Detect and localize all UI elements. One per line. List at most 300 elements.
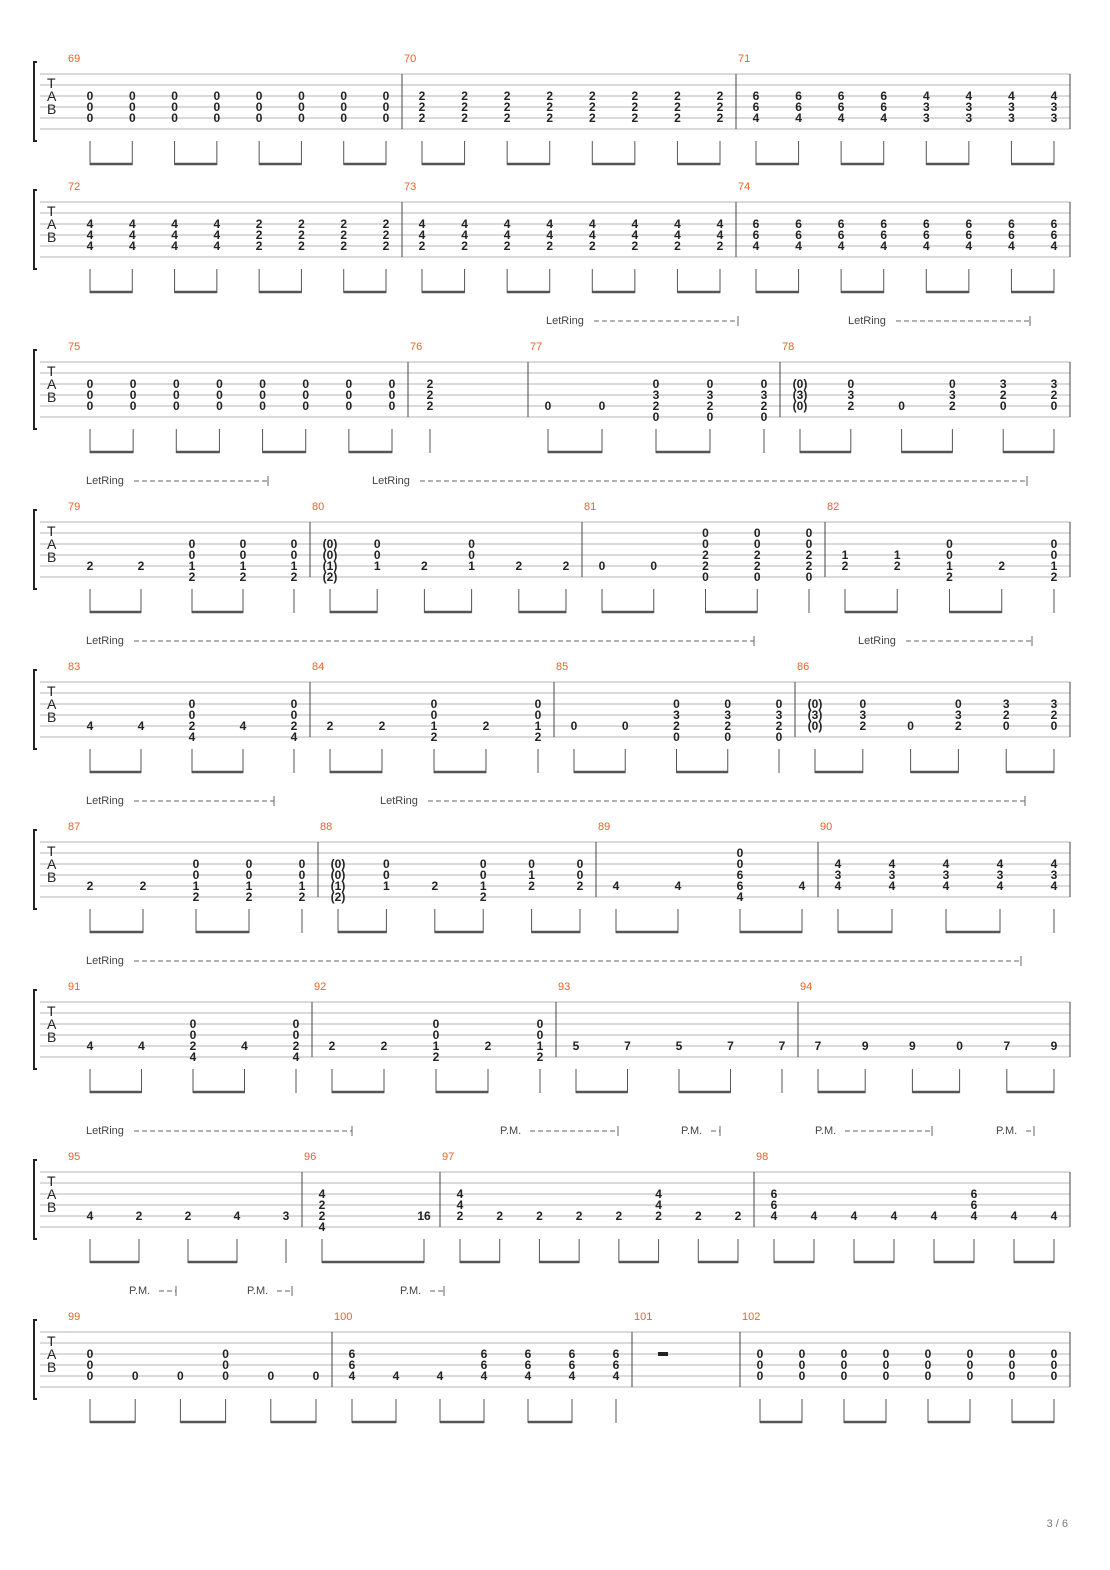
measure-number: 102 [742, 1311, 761, 1323]
fret-number: 0 [86, 89, 94, 103]
system-bracket [34, 510, 37, 589]
fret-number: 6 [612, 1347, 620, 1361]
tab-clef-letter: T [47, 1173, 56, 1189]
fret-number: 0 [128, 100, 136, 114]
note-event [222, 1347, 229, 1423]
fret-number: 2 [1050, 388, 1058, 402]
fret-number: 1 [1050, 559, 1058, 573]
measure-number: 84 [312, 661, 325, 673]
fret-number: 0 [222, 1369, 229, 1383]
tab-clef-letter: T [47, 683, 56, 699]
note-event [956, 1039, 963, 1093]
fret-number: 2 [378, 719, 386, 733]
fret-number: 6 [837, 217, 845, 231]
let-ring-marking [372, 475, 1027, 487]
note-event [1051, 1039, 1058, 1093]
fret-number: 4 [1050, 239, 1058, 253]
fret-number: 2 [1002, 708, 1010, 722]
fret-number: 0 [216, 377, 223, 391]
note-event [966, 89, 973, 165]
fret-number: (3) [807, 708, 823, 722]
note-event [331, 857, 346, 933]
fret-number: (2) [330, 890, 346, 904]
fret-number: 2 [255, 239, 263, 253]
fret-number: 0 [290, 548, 298, 562]
fret-number: 16 [417, 1209, 431, 1223]
fret-number: 0 [1050, 537, 1058, 551]
note-event [1051, 217, 1058, 293]
annotation-label: P.M. [500, 1125, 522, 1137]
note-event [293, 1017, 300, 1093]
fret-number: 4 [930, 1209, 938, 1223]
fret-number: 3 [1008, 100, 1015, 114]
fret-number: 3 [724, 708, 732, 722]
fret-number: 2 [536, 1209, 543, 1223]
fret-number: 6 [1050, 228, 1058, 242]
note-event [998, 559, 1005, 613]
fret-number: 0 [907, 719, 914, 733]
annotation-label: LetRing [848, 315, 886, 327]
fret-number: 3 [673, 708, 680, 722]
annotation-label: P.M. [247, 1285, 269, 1297]
fret-number: 1 [536, 1039, 544, 1053]
fret-number: 1 [534, 719, 542, 733]
palm-mute-marking [815, 1125, 932, 1137]
note-event [1008, 217, 1015, 293]
annotation-label: P.M. [400, 1285, 422, 1297]
fret-number: 0 [736, 846, 744, 860]
fret-number: 7 [814, 1039, 822, 1053]
fret-number: 4 [318, 1220, 326, 1234]
fret-number: 0 [290, 537, 298, 551]
fret-number: 0 [188, 548, 196, 562]
note-event [717, 217, 724, 293]
fret-number: 2 [893, 559, 901, 573]
fret-number: 6 [880, 100, 888, 114]
note-event [457, 1187, 464, 1263]
fret-number: 4 [996, 879, 1004, 893]
fret-number: 0 [292, 1028, 300, 1042]
fret-number: 6 [770, 1198, 778, 1212]
fret-number: 2 [753, 548, 761, 562]
note-event [589, 89, 596, 165]
fret-number: 1 [383, 879, 390, 893]
fret-number: 4 [888, 879, 896, 893]
system-bracket [34, 990, 37, 1069]
tab-clef-letter: A [47, 1186, 57, 1202]
fret-number: 4 [171, 217, 178, 231]
note-event [571, 719, 578, 773]
note-event [496, 1209, 503, 1263]
note-event [480, 857, 487, 933]
note-event [389, 377, 396, 453]
fret-number: 3 [996, 868, 1004, 882]
fret-number: 3 [834, 868, 842, 882]
note-event [319, 1187, 326, 1263]
note-event [461, 89, 468, 165]
fret-number: 0 [805, 526, 813, 540]
measure-number: 79 [68, 501, 81, 513]
fret-number: 0 [388, 399, 396, 413]
note-event [323, 537, 338, 613]
fret-number: 5 [675, 1039, 683, 1053]
tab-clef-letter: T [47, 1003, 56, 1019]
note-event [889, 857, 896, 933]
fret-number: 2 [318, 1198, 326, 1212]
note-event [943, 857, 950, 933]
tab-system [34, 795, 1070, 933]
tab-clef-letter: A [47, 88, 57, 104]
measure-number: 90 [820, 821, 833, 833]
note-event [87, 1347, 94, 1423]
fret-number: 2 [298, 890, 306, 904]
note-event [971, 1187, 978, 1263]
fret-number: 4 [86, 1039, 94, 1053]
fret-number: 1 [188, 559, 196, 573]
fret-number: 2 [431, 879, 439, 893]
fret-number: 0 [946, 548, 953, 562]
fret-number: 0 [882, 1369, 890, 1383]
fret-number: 6 [1008, 228, 1015, 242]
fret-number: 0 [479, 868, 487, 882]
tab-system [34, 635, 1070, 773]
note-event [838, 89, 845, 165]
note-event [909, 1039, 916, 1093]
note-event [417, 1209, 431, 1263]
fret-number: 0 [966, 1369, 974, 1383]
fret-number: 6 [795, 228, 802, 242]
fret-number: 0 [382, 89, 390, 103]
fret-number: 4 [674, 228, 681, 242]
measure-number: 101 [634, 1311, 653, 1323]
note-event [525, 1347, 532, 1423]
fret-number: 0 [650, 559, 658, 573]
fret-number: 2 [432, 1050, 440, 1064]
fret-number: 2 [290, 719, 298, 733]
annotation-label: LetRing [380, 795, 418, 807]
fret-number: 4 [965, 239, 973, 253]
fret-number: 2 [139, 879, 147, 893]
fret-number: 4 [942, 857, 950, 871]
fret-number: (0) [322, 548, 338, 562]
note-event [799, 879, 806, 933]
note-event [421, 559, 428, 613]
fret-number: 0 [222, 1358, 229, 1372]
fret-number: 3 [955, 708, 962, 722]
measure-number: 73 [404, 181, 417, 193]
tab-clef-letter: B [47, 389, 57, 405]
note-event [298, 217, 305, 293]
fret-number: 0 [882, 1358, 890, 1372]
fret-number: 9 [909, 1039, 916, 1053]
fret-number: 0 [753, 526, 761, 540]
fret-number: 3 [847, 388, 855, 402]
let-ring-marking [86, 635, 754, 647]
measure-number: 89 [598, 821, 611, 833]
note-event [138, 559, 145, 613]
rest-mark [658, 1352, 668, 1356]
fret-number: 1 [468, 559, 475, 573]
note-event [140, 879, 147, 933]
note-event [674, 89, 681, 165]
fret-number: 0 [171, 111, 178, 125]
fret-number: 2 [503, 239, 511, 253]
note-event [1051, 857, 1058, 933]
fret-number: 2 [1050, 708, 1058, 722]
note-event [171, 89, 178, 165]
fret-number: 2 [86, 559, 94, 573]
fret-number: 0 [213, 111, 221, 125]
tab-clef-letter: A [47, 1346, 57, 1362]
measure-number: 92 [314, 981, 327, 993]
note-event [1051, 89, 1058, 165]
note-event [923, 217, 930, 293]
fret-number: 6 [970, 1187, 978, 1201]
fret-number: 6 [348, 1358, 356, 1372]
fret-number: 0 [724, 697, 732, 711]
system-bracket [34, 62, 37, 141]
note-event [545, 399, 552, 453]
fret-number: 0 [798, 1369, 806, 1383]
palm-mute-marking [247, 1285, 292, 1297]
fret-number: 4 [392, 1369, 400, 1383]
fret-number: 0 [171, 89, 178, 103]
note-event [537, 1017, 544, 1093]
fret-number: (1) [322, 559, 338, 573]
fret-number: 2 [674, 100, 681, 114]
note-event [481, 1347, 488, 1423]
fret-number: 0 [216, 399, 223, 413]
fret-number: 0 [736, 857, 744, 871]
fret-number: 4 [241, 1039, 248, 1053]
note-event [1051, 537, 1058, 613]
note-event [589, 217, 596, 293]
note-event [753, 217, 760, 293]
fret-number: 4 [290, 730, 298, 744]
fret-number: 0 [1050, 399, 1058, 413]
measure-number: 69 [68, 53, 81, 65]
fret-number: 6 [770, 1187, 778, 1201]
fret-number: 0 [86, 377, 94, 391]
fret-number: 0 [255, 100, 263, 114]
fret-number: 1 [430, 719, 438, 733]
fret-number: 0 [430, 697, 438, 711]
note-event [923, 89, 930, 165]
fret-number: 2 [418, 100, 426, 114]
measure-number: 91 [68, 981, 81, 993]
palm-mute-marking [400, 1285, 444, 1297]
fret-number: 2 [290, 570, 298, 584]
fret-number: 0 [245, 868, 253, 882]
fret-number: 4 [213, 239, 221, 253]
fret-number: 0 [882, 1347, 890, 1361]
fret-number: 2 [546, 100, 554, 114]
fret-number: 1 [432, 1039, 440, 1053]
fret-number: 3 [1050, 697, 1058, 711]
fret-number: 0 [345, 388, 353, 402]
note-event [129, 217, 136, 293]
fret-number: 0 [598, 559, 606, 573]
note-event [189, 697, 196, 773]
fret-number: 0 [86, 399, 94, 413]
fret-number: (3) [792, 388, 808, 402]
note-event [907, 719, 914, 773]
tab-system [34, 181, 1070, 293]
fret-number: 4 [716, 228, 724, 242]
fret-number: 0 [576, 857, 584, 871]
fret-number: 4 [880, 239, 888, 253]
note-event [655, 1187, 662, 1263]
fret-number: 0 [673, 730, 680, 744]
note-event [613, 1347, 620, 1423]
fret-number: 4 [86, 228, 94, 242]
note-event [298, 89, 305, 165]
fret-number: 1 [893, 548, 901, 562]
fret-number: 4 [795, 239, 802, 253]
fret-number: 6 [524, 1347, 532, 1361]
fret-number: 2 [1050, 570, 1058, 584]
note-event [483, 719, 490, 773]
measure-number: 93 [558, 981, 571, 993]
fret-number: 2 [426, 399, 434, 413]
fret-number: 0 [298, 111, 305, 125]
note-event [515, 559, 522, 613]
note-event [573, 1039, 580, 1093]
fret-number: 0 [706, 410, 714, 424]
fret-number: 4 [233, 1209, 241, 1223]
note-event [795, 217, 802, 293]
note-event [883, 1347, 890, 1423]
tab-clef-letter: B [47, 1199, 57, 1215]
fret-number: 6 [837, 100, 845, 114]
fret-number: 2 [631, 89, 639, 103]
annotation-label: LetRing [86, 635, 124, 647]
fret-number: 2 [503, 89, 511, 103]
fret-number: 0 [753, 570, 761, 584]
measure-number: 88 [320, 821, 333, 833]
fret-number: 0 [840, 1369, 848, 1383]
let-ring-marking [86, 1125, 352, 1137]
note-event [379, 719, 386, 773]
note-event [393, 1369, 400, 1423]
fret-number: 2 [484, 1039, 492, 1053]
measure-number: 94 [800, 981, 813, 993]
fret-number: 2 [418, 111, 426, 125]
fret-number: 2 [999, 388, 1007, 402]
tab-system [34, 315, 1070, 453]
fret-number: 2 [188, 570, 196, 584]
note-event [241, 1039, 248, 1093]
fret-number: 0 [1008, 1369, 1016, 1383]
fret-number: 2 [255, 217, 263, 231]
fret-number: 3 [949, 388, 956, 402]
fret-number: 4 [524, 1369, 532, 1383]
fret-number: 4 [138, 1039, 145, 1053]
note-event [193, 857, 200, 933]
fret-number: 0 [131, 1369, 139, 1383]
fret-number: 4 [189, 1050, 197, 1064]
fret-number: 4 [588, 228, 596, 242]
fret-number: 6 [568, 1347, 576, 1361]
fret-number: 2 [461, 89, 468, 103]
fret-number: 2 [615, 1209, 623, 1223]
fret-number: 0 [430, 708, 438, 722]
fret-number: 0 [86, 1347, 94, 1361]
fret-number: 0 [1050, 548, 1058, 562]
note-event [753, 89, 760, 165]
note-event [1051, 377, 1058, 453]
fret-number: 2 [576, 879, 584, 893]
annotation-label: P.M. [996, 1125, 1018, 1137]
fret-number: 0 [213, 100, 221, 114]
note-event [1003, 697, 1010, 773]
fret-number: 0 [86, 100, 94, 114]
fret-number: 3 [775, 708, 783, 722]
measure-number: 77 [530, 341, 543, 353]
note-event [327, 719, 334, 773]
fret-number: 6 [965, 228, 973, 242]
fret-number: 2 [998, 559, 1006, 573]
fret-number: 0 [345, 377, 353, 391]
fret-number: 2 [426, 377, 434, 391]
note-event [673, 697, 680, 773]
note-event [283, 1209, 290, 1263]
note-event [1051, 1209, 1058, 1263]
fret-number: 0 [924, 1358, 932, 1372]
note-event [1051, 697, 1058, 773]
palm-mute-marking [681, 1125, 720, 1137]
fret-number: 3 [282, 1209, 290, 1223]
note-event [87, 89, 94, 165]
fret-number: 0 [298, 857, 306, 871]
fret-number: 4 [612, 879, 620, 893]
fret-number: 6 [736, 879, 744, 893]
measure-number: 95 [68, 1151, 81, 1163]
annotation-label: LetRing [858, 635, 896, 647]
fret-number: 0 [340, 111, 348, 125]
fret-number: 4 [655, 1187, 662, 1201]
let-ring-marking [546, 315, 738, 327]
fret-number: 2 [716, 89, 724, 103]
measure-number: 85 [556, 661, 569, 673]
fret-number: 0 [468, 537, 475, 551]
fret-number: 0 [239, 537, 247, 551]
fret-number: 6 [1008, 217, 1015, 231]
note-event [675, 879, 682, 933]
let-ring-marking [86, 795, 274, 807]
fret-number: 0 [388, 388, 396, 402]
fret-number: 2 [724, 719, 732, 733]
fret-number: 4 [418, 217, 426, 231]
note-event [329, 1039, 336, 1093]
note-event [632, 217, 639, 293]
note-event [811, 1209, 818, 1263]
note-event [966, 217, 973, 293]
fret-number: 2 [631, 100, 639, 114]
fret-number: 6 [752, 217, 760, 231]
fret-number: 2 [239, 570, 247, 584]
fret-number: 2 [702, 548, 709, 562]
system-bracket [34, 830, 37, 909]
fret-number: 2 [188, 719, 196, 733]
fret-number: 0 [382, 111, 390, 125]
fret-number: 4 [86, 719, 94, 733]
fret-number: 0 [213, 89, 221, 103]
fret-number: 2 [461, 111, 468, 125]
note-event [1009, 1347, 1016, 1423]
fret-number: 0 [86, 1358, 94, 1372]
fret-number: 2 [298, 239, 305, 253]
